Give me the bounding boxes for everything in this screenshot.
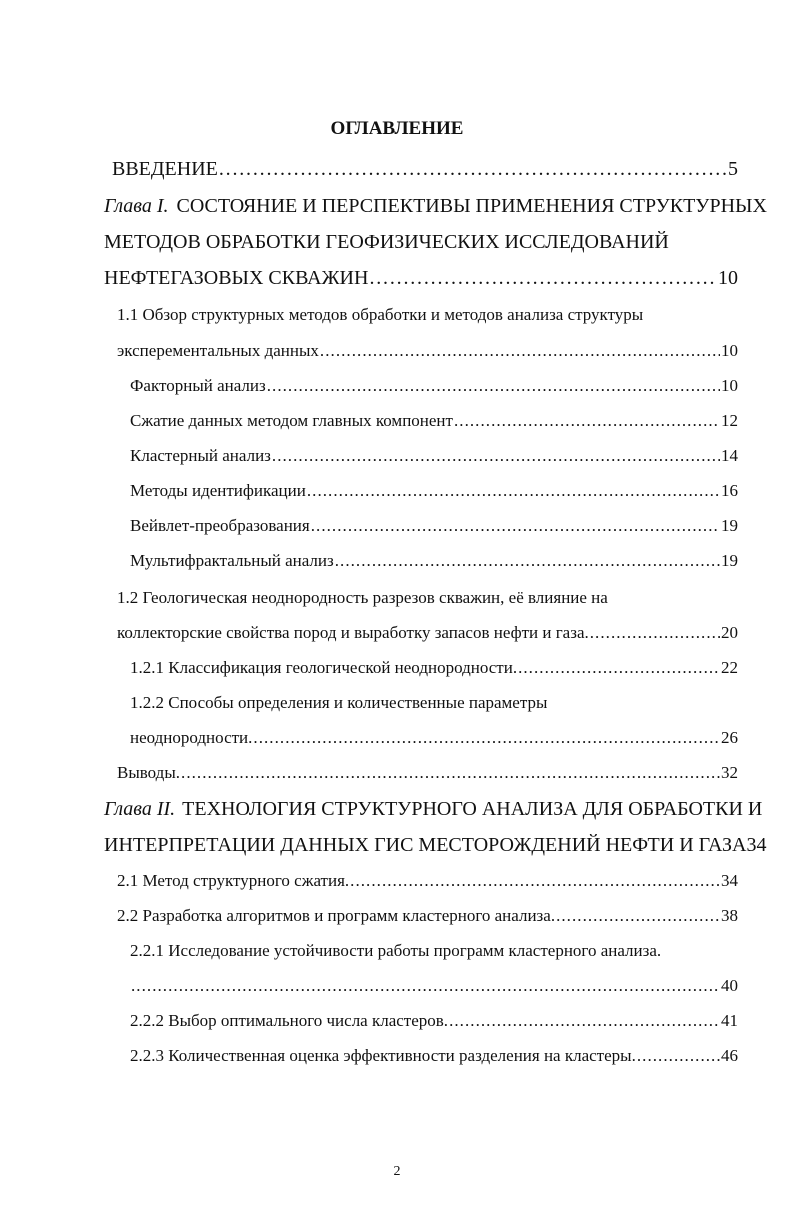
toc-page-number: 12 xyxy=(721,411,738,430)
toc-entry-text: 1.2.2 Способы определения и количественные параметры xyxy=(130,693,548,712)
toc-entry-2-2-2[interactable] xyxy=(130,1012,738,1029)
toc-page-number: 5 xyxy=(728,158,738,180)
toc-entry-text: 1.2.1 Классификация геологической неоднородности. xyxy=(130,658,518,677)
toc-entry-text: Выводы. xyxy=(117,763,181,782)
toc-page-number: 22 xyxy=(721,658,738,677)
toc-entry-text: Сжатие данных методом главных компонент xyxy=(130,411,453,430)
toc-leader xyxy=(219,159,727,179)
toc-entry-identification[interactable] xyxy=(130,482,738,499)
toc-leader xyxy=(454,412,720,429)
toc-page-number: 32 xyxy=(721,763,738,782)
toc-entry-wavelet[interactable] xyxy=(130,517,738,534)
toc-leader xyxy=(131,977,720,994)
toc-leader xyxy=(320,342,720,359)
toc-entry-text: Мультифрактальный анализ xyxy=(130,551,334,570)
toc-leader xyxy=(181,764,720,781)
toc-entry-conclusions[interactable] xyxy=(117,764,738,781)
toc-entry-factor-analysis[interactable] xyxy=(130,377,738,394)
toc-entry-chapter1-line3[interactable] xyxy=(104,268,738,288)
toc-entry-chapter2-line2[interactable] xyxy=(104,834,767,856)
toc-entry-1-2-2-line2[interactable] xyxy=(130,729,738,746)
toc-entry-text: Методы идентификации xyxy=(130,481,306,500)
toc-entry-chapter1-line2 xyxy=(104,232,740,252)
toc-entry-2-2-1-line1[interactable] xyxy=(130,942,738,959)
toc-leader xyxy=(272,447,720,464)
toc-entry-text: 2.1 Метод структурного сжатия. xyxy=(117,871,350,890)
toc-page-number: 40 xyxy=(721,976,738,995)
chapter-prefix: Глава I. xyxy=(104,195,169,217)
toc-entry-text: Кластерный анализ xyxy=(130,446,271,465)
page-number: 2 xyxy=(393,1164,401,1179)
toc-leader xyxy=(311,517,720,534)
toc-entry-pca[interactable] xyxy=(130,412,738,429)
toc-page-number: 14 xyxy=(721,446,738,465)
toc-entry-text: НЕФТЕГАЗОВЫХ СКВАЖИН xyxy=(104,267,369,289)
toc-page-number: 10 xyxy=(721,376,738,395)
toc-page-number: 10 xyxy=(721,341,738,360)
toc-page-number: 46 xyxy=(721,1046,738,1065)
toc-entry-text: Вейвлет-преобразования xyxy=(130,516,310,535)
toc-entry-text: 1.2 Геологическая неоднородность разрезов скважин, её влияние на xyxy=(117,588,608,607)
chapter-prefix: Глава II. xyxy=(104,798,176,820)
toc-entry-intro[interactable] xyxy=(112,159,738,179)
toc-leader xyxy=(590,624,720,641)
toc-entry-cluster-analysis[interactable] xyxy=(130,447,738,464)
toc-leader xyxy=(518,659,720,676)
toc-page-number: 10 xyxy=(718,267,738,289)
toc-leader xyxy=(556,907,720,924)
toc-page-number: 38 xyxy=(721,906,738,925)
toc-entry-1-2-line2[interactable] xyxy=(117,624,738,641)
toc-entry-1-2-line1[interactable] xyxy=(117,589,738,606)
toc-entry-2-2-3[interactable] xyxy=(130,1047,738,1064)
toc-entry-text: 2.2.2 Выбор оптимального числа кластеров. xyxy=(130,1011,449,1030)
toc-entry-text: коллекторские свойства пород и выработку запасов нефти и газа. xyxy=(117,623,589,642)
toc-entry-text: 2.2.3 Количественная оценка эффективности разделения на кластеры. xyxy=(130,1046,636,1065)
toc-entry-text: ВВЕДЕНИЕ xyxy=(112,158,218,180)
toc-entry-text: 1.1 Обзор структурных методов обработки и методов анализа структуры xyxy=(117,305,644,324)
toc-entry-1-1-line2[interactable] xyxy=(117,342,738,359)
toc-page-number: 16 xyxy=(721,481,738,500)
toc-entry-1-2-1[interactable] xyxy=(130,659,738,676)
toc-page-number: 34 xyxy=(721,871,738,890)
toc-leader xyxy=(369,268,717,288)
toc-page-number: 26 xyxy=(721,728,738,747)
toc-page-number: 20 xyxy=(721,623,738,642)
toc-entry-1-1-line1[interactable] xyxy=(117,306,738,323)
toc-leader xyxy=(449,1012,720,1029)
toc-entry-2-2-1-line2[interactable] xyxy=(130,977,738,994)
toc-page-number: 19 xyxy=(721,516,738,535)
toc-entry-2-2[interactable] xyxy=(117,907,738,924)
toc-entry-text: ИНТЕРПРЕТАЦИИ ДАННЫХ ГИС МЕСТОРОЖДЕНИЙ НЕФТИ И ГАЗА34 xyxy=(104,834,767,856)
toc-entry-multifractal[interactable] xyxy=(130,552,738,569)
toc-entry-chapter1-line1[interactable] xyxy=(104,195,767,217)
toc-page-number: 41 xyxy=(721,1011,738,1030)
toc-entry-text: ТЕХНОЛОГИЯ СТРУКТУРНОГО АНАЛИЗА ДЛЯ ОБРАБОТКИ И xyxy=(182,798,763,820)
toc-leader xyxy=(335,552,720,569)
toc-entry-2-1[interactable] xyxy=(117,872,738,889)
toc-leader xyxy=(253,729,720,746)
toc-heading: ОГЛАВЛЕНИЕ xyxy=(330,118,464,139)
toc-page-number: 19 xyxy=(721,551,738,570)
toc-entry-chapter2-line1[interactable] xyxy=(104,798,763,820)
toc-entry-text: 2.2.1 Исследование устойчивости работы программ кластерного анализа. xyxy=(130,941,662,960)
toc-entry-text: неоднородности. xyxy=(130,728,253,747)
toc-entry-text: Факторный анализ xyxy=(130,376,266,395)
toc-leader xyxy=(307,482,720,499)
toc-entry-text: 2.2 Разработка алгоритмов и программ кластерного анализа. xyxy=(117,906,556,925)
toc-entry-1-2-2-line1[interactable] xyxy=(130,694,738,711)
toc-entry-text: эксперементальных данных xyxy=(117,341,319,360)
toc-entry-text: МЕТОДОВ ОБРАБОТКИ ГЕОФИЗИЧЕСКИХ ИССЛЕДОВАНИЙ xyxy=(104,231,669,253)
toc-leader xyxy=(267,377,720,394)
toc-entry-text: СОСТОЯНИЕ И ПЕРСПЕКТИВЫ ПРИМЕНЕНИЯ СТРУКТУРНЫХ xyxy=(176,195,767,217)
toc-leader xyxy=(350,872,720,889)
toc-leader xyxy=(637,1047,720,1064)
